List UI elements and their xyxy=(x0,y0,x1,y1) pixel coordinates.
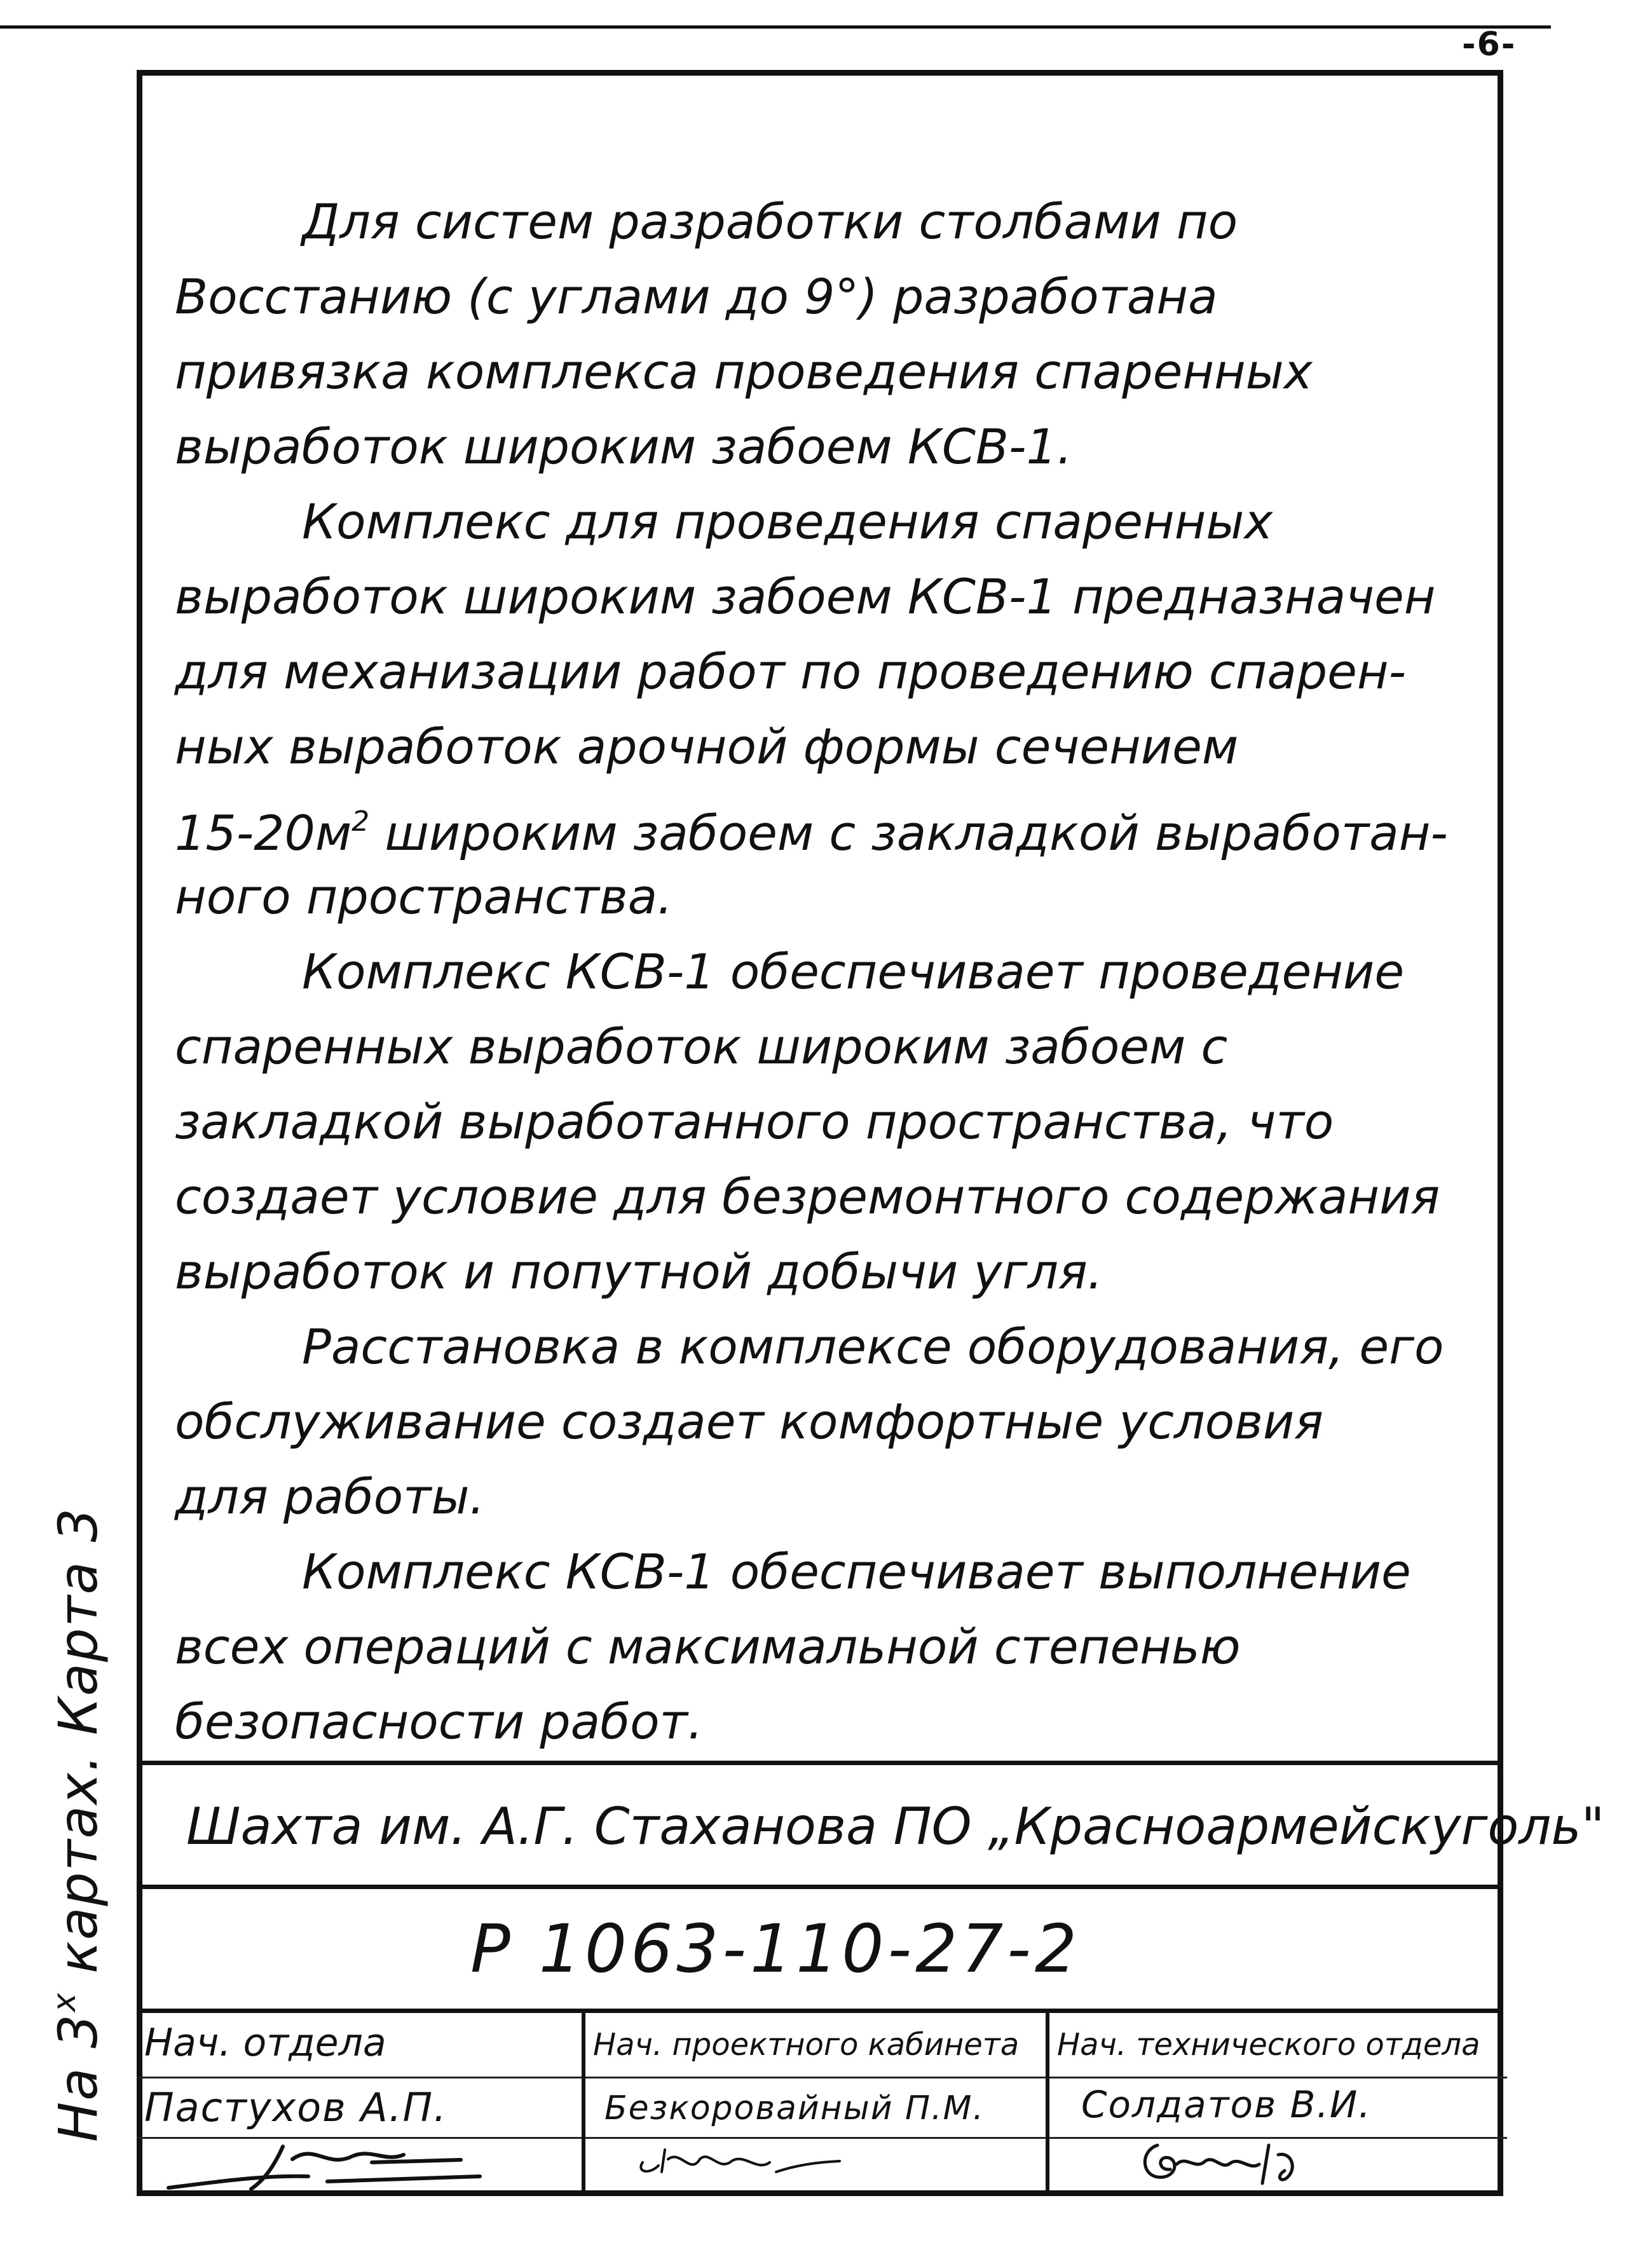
signatory-name: Солдатов В.И. xyxy=(1081,2083,1372,2126)
sheet-count-suffix: картах. Карта 3 xyxy=(47,1506,109,1992)
text-line: всех операций с максимальной степенью xyxy=(175,1618,1241,1675)
text-line-area xyxy=(175,784,1484,859)
top-rule xyxy=(0,25,1551,29)
text-line: выработок широким забоем КСВ-1. xyxy=(175,418,1072,475)
text-line: привязка комплекса проведения спаренных xyxy=(175,343,1313,400)
page-number: -6- xyxy=(1462,25,1517,64)
signature-mark xyxy=(1132,2133,1361,2190)
text-line: для механизации работ по проведению спарен- xyxy=(175,643,1406,700)
text-line: спаренных выработок широким забоем с xyxy=(175,1018,1228,1075)
text-line: Восстанию (с углами до 9°) разработана xyxy=(175,268,1218,325)
signature-mark xyxy=(630,2137,859,2188)
text-line: Комплекс для проведения спаренных xyxy=(302,493,1273,550)
text-line: для работы. xyxy=(175,1468,485,1525)
sheet-count-superscript: x xyxy=(46,1991,83,2012)
text-line: ного пространства. xyxy=(175,868,673,925)
signature-mark xyxy=(162,2137,493,2194)
stamp-code-row xyxy=(137,1885,1503,2009)
sheet-count-prefix: На 3 xyxy=(47,2013,109,2142)
text-line: закладкой выработанного пространства, что xyxy=(175,1093,1334,1150)
text-line: выработок и попутной добычи угля. xyxy=(175,1243,1103,1300)
signatory-title: Нач. технического отдела xyxy=(1057,2027,1480,2063)
document-code: Р 1063-110-27-2 xyxy=(470,1910,1081,1988)
row-divider xyxy=(137,2077,582,2078)
signatory-title: Нач. отдела xyxy=(144,2021,386,2065)
organization-name: Шахта им. А.Г. Стаханова ПО „Красноармейскуголь" xyxy=(186,1797,1605,1856)
signatory-block xyxy=(1046,2013,1507,2196)
sheet-count-note xyxy=(46,1507,109,2142)
area-superscript: 2 xyxy=(352,805,370,838)
row-divider xyxy=(585,2077,1049,2078)
text-line: Комплекс КСВ-1 обеспечивает проведение xyxy=(302,943,1405,1000)
text-line: обслуживание создает комфортные условия xyxy=(175,1393,1324,1450)
area-value: 15-20м xyxy=(175,805,352,861)
body-text xyxy=(175,184,1484,1759)
text-line: Для систем разработки столбами по xyxy=(302,193,1238,250)
row-divider xyxy=(1049,2077,1507,2078)
text-line: выработок широким забоем КСВ-1 предназначен xyxy=(175,568,1436,625)
signatory-block xyxy=(137,2013,582,2196)
stamp-organization-row xyxy=(137,1761,1605,1888)
text-line: ных выработок арочной формы сечением xyxy=(175,718,1239,775)
text-line: безопасности работ. xyxy=(175,1693,703,1750)
text-line: Расстановка в комплексе оборудования, его xyxy=(302,1318,1444,1375)
signatory-name: Пастухов А.П. xyxy=(144,2084,447,2131)
signatory-title: Нач. проектного кабинета xyxy=(593,2027,1020,2063)
signature-table xyxy=(137,2009,1503,2196)
text-line: создает условие для безремонтного содержания xyxy=(175,1168,1440,1225)
signatory-name: Безкоровайный П.М. xyxy=(604,2089,985,2127)
signatory-block xyxy=(582,2013,1049,2196)
text-line: Комплекс КСВ-1 обеспечивает выполнение xyxy=(302,1543,1411,1600)
area-line-rest: широким забоем с закладкой выработан- xyxy=(385,805,1448,861)
